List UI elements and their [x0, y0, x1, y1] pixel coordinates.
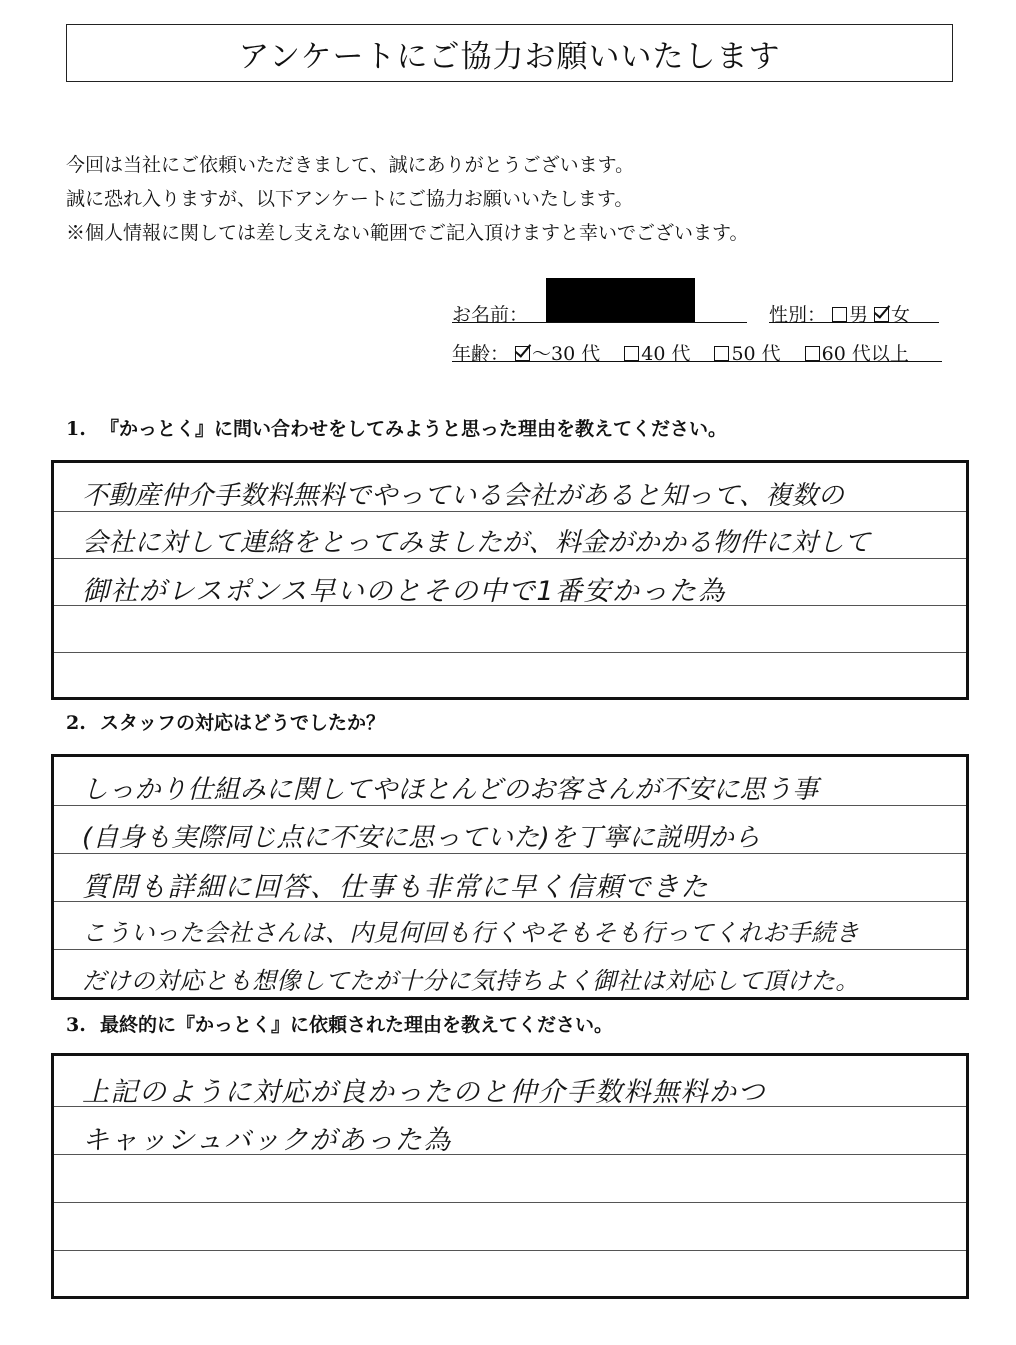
- question-3: [66, 1010, 613, 1037]
- answer-line: 会社に対して連絡をとってみましたが、料金がかかる物件に対して: [82, 528, 871, 558]
- checkbox-age-40[interactable]: [624, 346, 639, 361]
- answer-line: 御社がレスポンス早いのとその中で1番安かった為: [82, 576, 727, 607]
- answer-box-1[interactable]: [51, 460, 969, 700]
- ruled-line: [54, 949, 966, 950]
- checkbox-age-50[interactable]: [714, 346, 729, 361]
- age-label: 年齢：: [452, 343, 510, 365]
- question-number: 2.: [66, 712, 86, 734]
- redacted-name: [546, 278, 695, 322]
- answer-box-2[interactable]: [51, 754, 969, 1000]
- question-number: 3.: [66, 1014, 86, 1036]
- age-option-50: 50 代: [731, 343, 781, 365]
- gender-option-female: 女: [891, 304, 911, 326]
- gender-option-male: 男: [849, 304, 869, 326]
- survey-title: アンケートにご協力お願いいたします: [66, 24, 953, 82]
- question-text: スタッフの対応はどうでしたか？: [100, 712, 386, 734]
- question-text: 最終的に『かっとく』に依頼された理由を教えてください。: [100, 1014, 614, 1036]
- answer-line: だけの対応とも想像してたが十分に気持ちよく御社は対応して頂けた。: [82, 967, 860, 995]
- question-text: 『かっとく』に問い合わせをしてみようと思った理由を教えてください。: [100, 418, 728, 440]
- question-2: [66, 708, 385, 735]
- answer-line: 不動産仲介手数料無料でやっている会社があると知って、複数の: [82, 481, 845, 511]
- age-underline: [452, 361, 942, 362]
- ruled-line: [54, 652, 966, 653]
- name-label: お名前：: [452, 304, 529, 326]
- age-option-60: 60 代以上: [821, 343, 909, 365]
- checkbox-age-60[interactable]: [805, 346, 820, 361]
- gender-underline: [769, 322, 939, 323]
- gender-label: 性別：: [769, 304, 827, 326]
- answer-box-3[interactable]: [51, 1053, 969, 1299]
- age-option-30: ～30 代: [532, 343, 601, 365]
- answer-line: こういった会社さんは、内見何回も行くやそもそも行ってくれお手続き: [82, 919, 860, 947]
- ruled-line: [54, 1202, 966, 1203]
- ruled-line: [54, 1250, 966, 1251]
- answer-line: (自身も実際同じ点に不安に思っていた)を丁寧に説明から: [82, 823, 761, 853]
- intro-line: ※個人情報に関しては差し支えない範囲でご記入頂けますと幸いでございます。: [66, 222, 749, 244]
- age-option-40: 40 代: [641, 343, 691, 365]
- question-number: 1.: [66, 418, 86, 440]
- name-underline: [452, 322, 747, 323]
- answer-line: キャッシュバックがあった為: [82, 1125, 452, 1156]
- checkbox-age-30[interactable]: [515, 346, 530, 361]
- answer-line: しっかり仕組みに関してやほとんどのお客さんが不安に思う事: [82, 775, 819, 805]
- intro-line: 今回は当社にご依頼いただきまして、誠にありがとうございます。: [66, 154, 635, 176]
- checkbox-male[interactable]: [832, 307, 847, 322]
- question-1: [66, 414, 727, 441]
- answer-line: 上記のように対応が良かったのと仲介手数料無料かつ: [82, 1077, 766, 1108]
- checkbox-female[interactable]: [874, 307, 889, 322]
- intro-text: [66, 148, 748, 250]
- intro-line: 誠に恐れ入りますが、以下アンケートにご協力お願いいたします。: [66, 188, 634, 210]
- answer-line: 質問も詳細に回答、仕事も非常に早く信頼できた: [82, 872, 709, 903]
